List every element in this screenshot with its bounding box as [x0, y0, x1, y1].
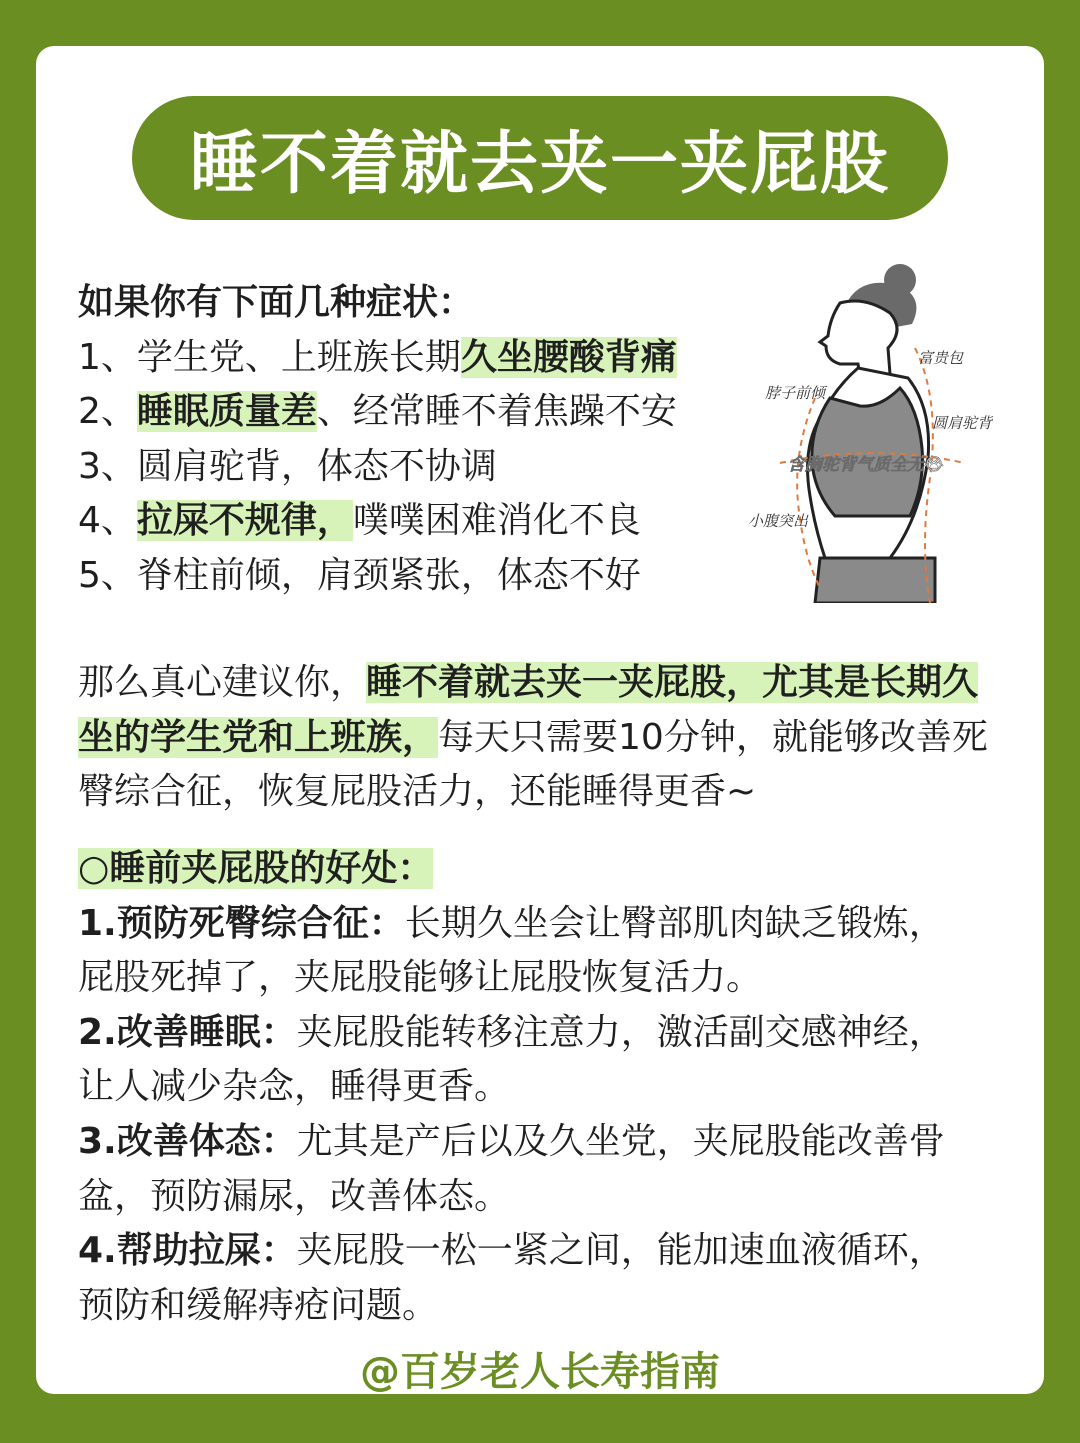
posture-illustration — [740, 258, 1005, 603]
benefit-text: 尤其是产后以及久坐党，夹屁股能改善骨盆，预防漏尿，改善体态。 — [78, 1120, 945, 1217]
benefit-item — [78, 1115, 978, 1224]
benefit-text: 长期久坐会让臀部肌肉缺乏锻炼，屁股死掉了，夹屁股能够让屁股恢复活力。 — [78, 902, 945, 999]
symptom-item — [78, 494, 738, 549]
illustration-label: 含胸驼背气质全无😭 — [788, 455, 944, 475]
symptoms-section — [78, 276, 738, 604]
author-watermark: @百岁老人长寿指南 — [360, 1349, 720, 1395]
benefit-label: 3.改善体态： — [78, 1120, 297, 1162]
symptom-highlight: 睡眠质量差 — [136, 391, 317, 433]
benefit-label: 2.改善睡眠： — [78, 1011, 297, 1053]
symptom-number: 5、 — [78, 554, 137, 596]
symptom-highlight: 久坐腰酸背痛 — [460, 336, 677, 378]
symptoms-heading: 如果你有下面几种症状： — [78, 282, 475, 323]
illustration-label: 小腹突出 — [748, 512, 809, 530]
symptom-text: 脊柱前倾，肩颈紧张，体态不好 — [136, 554, 641, 596]
advice-text: 那么真心建议你， — [78, 662, 367, 703]
head-shape — [820, 301, 897, 376]
benefit-item — [78, 1224, 978, 1333]
symptom-highlight: 拉屎不规律， — [136, 500, 353, 542]
advice-paragraph — [78, 656, 998, 820]
benefits-section — [78, 842, 978, 1333]
benefit-label: 4.帮助拉屎： — [78, 1230, 297, 1272]
symptom-text: 圆肩驼背，体态不协调 — [136, 445, 497, 487]
benefit-item — [78, 1006, 978, 1115]
shorts-shape — [815, 558, 935, 603]
illustration-label: 圆肩驼背 — [932, 414, 993, 432]
symptom-number: 1、 — [78, 336, 137, 378]
benefit-item — [78, 897, 978, 1006]
symptom-item — [78, 385, 738, 440]
advice-text: 每天只需要10分钟，就能够改善死臀综合征，恢复屁股活力，还能睡得更香~ — [78, 716, 988, 813]
illustration-label: 脖子前倾 — [765, 384, 826, 402]
top-shape — [812, 388, 923, 516]
symptom-item — [78, 549, 738, 604]
symptom-number: 4、 — [78, 500, 137, 542]
symptom-text: 学生党、上班族长期 — [136, 336, 461, 378]
benefits-heading-text: ○睡前夹屁股的好处： — [78, 848, 434, 889]
advice-highlight: 睡不着就去夹一夹屁股，尤其是长期久坐的学生党和上班族， — [78, 662, 979, 758]
symptom-item — [78, 331, 738, 386]
benefit-text: 夹屁股能转移注意力，激活副交感神经，让人减少杂念，睡得更香。 — [78, 1011, 945, 1108]
symptom-text: 噗噗困难消化不良 — [352, 500, 641, 542]
symptom-number: 3、 — [78, 445, 137, 487]
benefit-text: 夹屁股一松一紧之间，能加速血液循环，预防和缓解痔疮问题。 — [78, 1230, 945, 1326]
illustration-label: 富贵包 — [918, 349, 964, 367]
benefits-heading — [78, 842, 978, 897]
symptom-text: 、经常睡不着焦躁不安 — [316, 391, 677, 433]
page-title: 睡不着就去夹一夹屁股 — [132, 96, 948, 220]
symptom-item — [78, 440, 738, 495]
benefit-label: 1.预防死臀综合征： — [78, 902, 405, 944]
symptom-number: 2、 — [78, 391, 137, 433]
